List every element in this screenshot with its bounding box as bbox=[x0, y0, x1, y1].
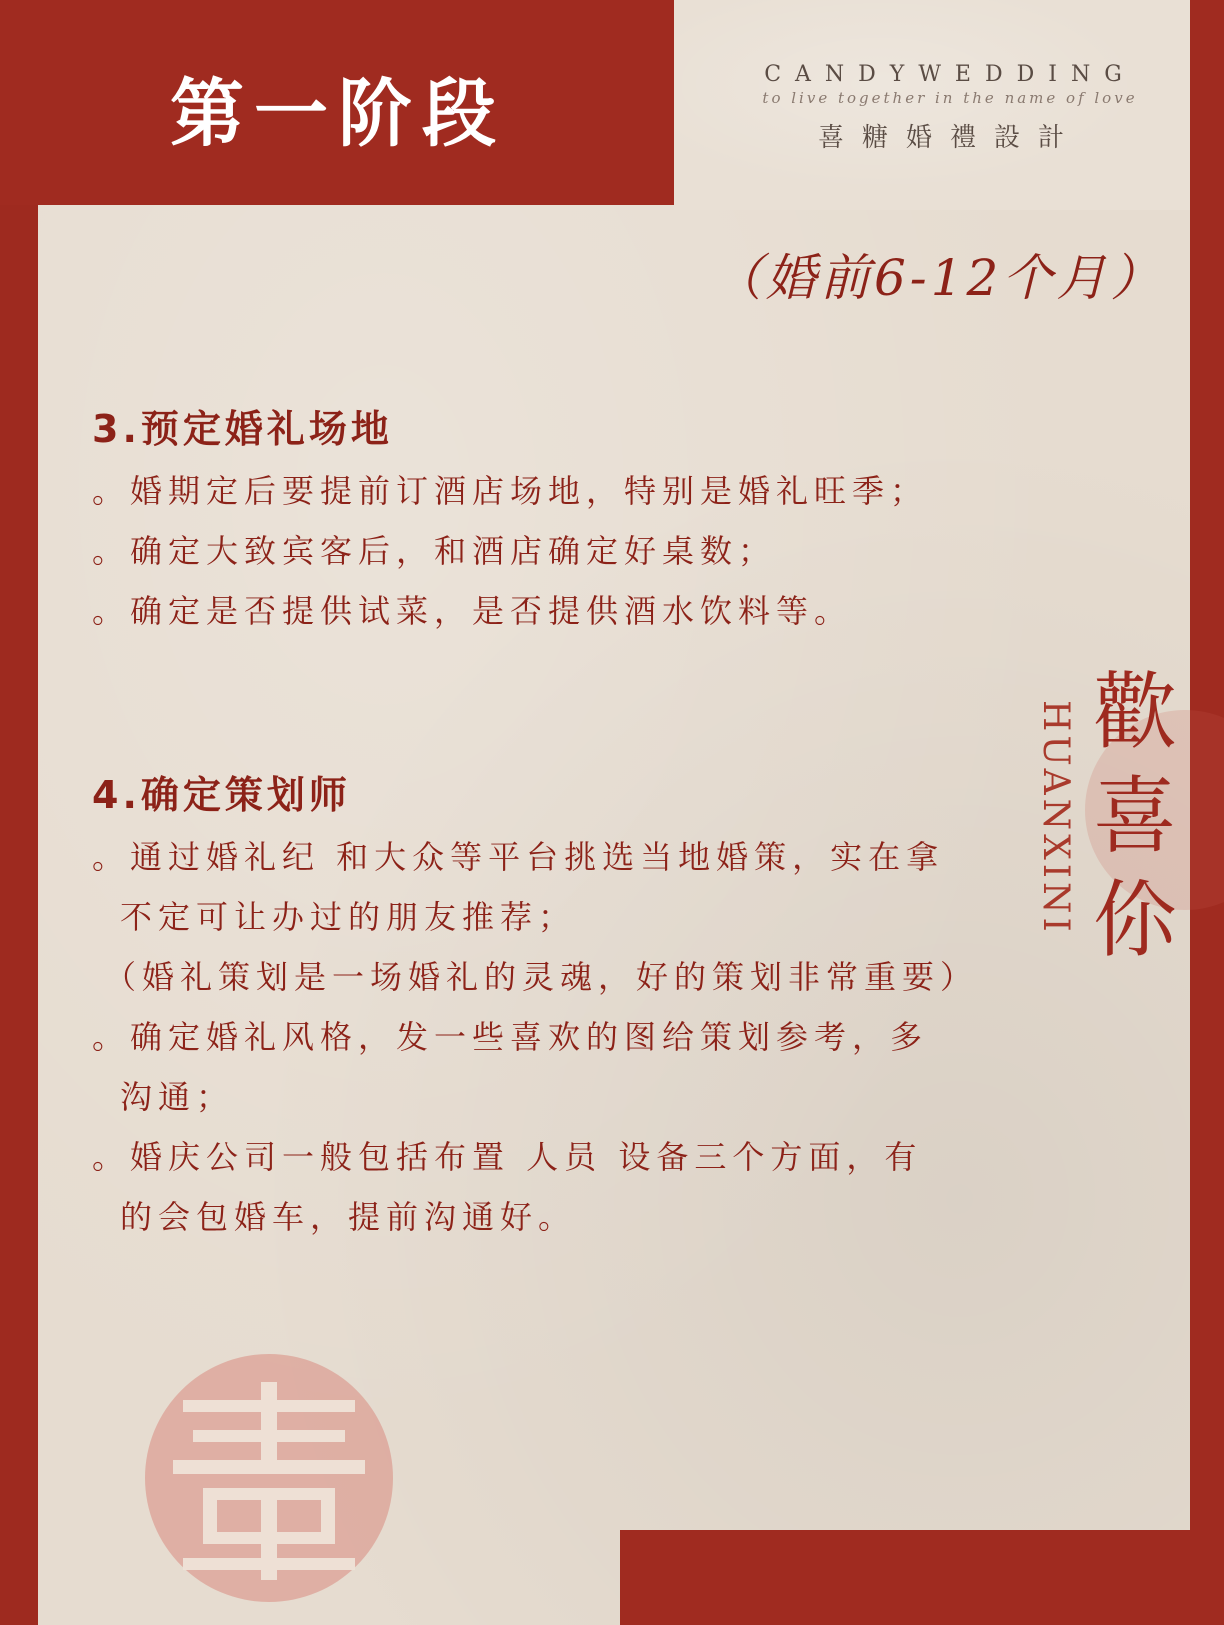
stage-title: 第一阶段 bbox=[170, 71, 506, 157]
list-item: 。确定婚礼风格，发一些喜欢的图给策划参考，多 bbox=[92, 1018, 929, 1056]
list-item: 。婚期定后要提前订酒店场地，特别是婚礼旺季； bbox=[92, 472, 929, 510]
bottom-red-block bbox=[620, 1530, 1224, 1625]
list-item: 。婚庆公司一般包括布置 人员 设备三个方面，有 bbox=[92, 1138, 923, 1176]
list-item: 不定可让办过的朋友推荐； bbox=[120, 898, 577, 936]
brand-logo bbox=[720, 62, 1180, 154]
vertical-chinese-text: 歡喜伱 bbox=[1092, 663, 1177, 969]
section-title: 3.预定婚礼场地 bbox=[92, 407, 393, 451]
title-banner bbox=[0, 0, 674, 205]
list-item: 。确定是否提供试菜，是否提供酒水饮料等。 bbox=[92, 592, 853, 630]
vertical-english-text: HUANXINI bbox=[1035, 700, 1076, 936]
period-label: （婚前6-12个月） bbox=[712, 249, 1165, 307]
list-item: 。通过婚礼纪 和大众等平台挑选当地婚策，实在拿 bbox=[92, 838, 945, 876]
list-item: 。确定大致宾客后，和酒店确定好桌数； bbox=[92, 532, 777, 570]
brand-tagline: to live together in the name of love bbox=[762, 89, 1138, 107]
list-item: 的会包婚车，提前沟通好。 bbox=[120, 1198, 577, 1236]
brand-name: CANDYWEDDING bbox=[764, 62, 1136, 87]
list-item: （婚礼策划是一场婚礼的灵魂，好的策划非常重要） bbox=[104, 958, 979, 996]
list-item: 沟通； bbox=[120, 1078, 235, 1116]
section-title: 4.确定策划师 bbox=[92, 773, 351, 817]
double-happiness-seal-icon bbox=[143, 1352, 395, 1604]
brand-chinese-name: 喜糖婚禮設計 bbox=[817, 123, 1082, 153]
